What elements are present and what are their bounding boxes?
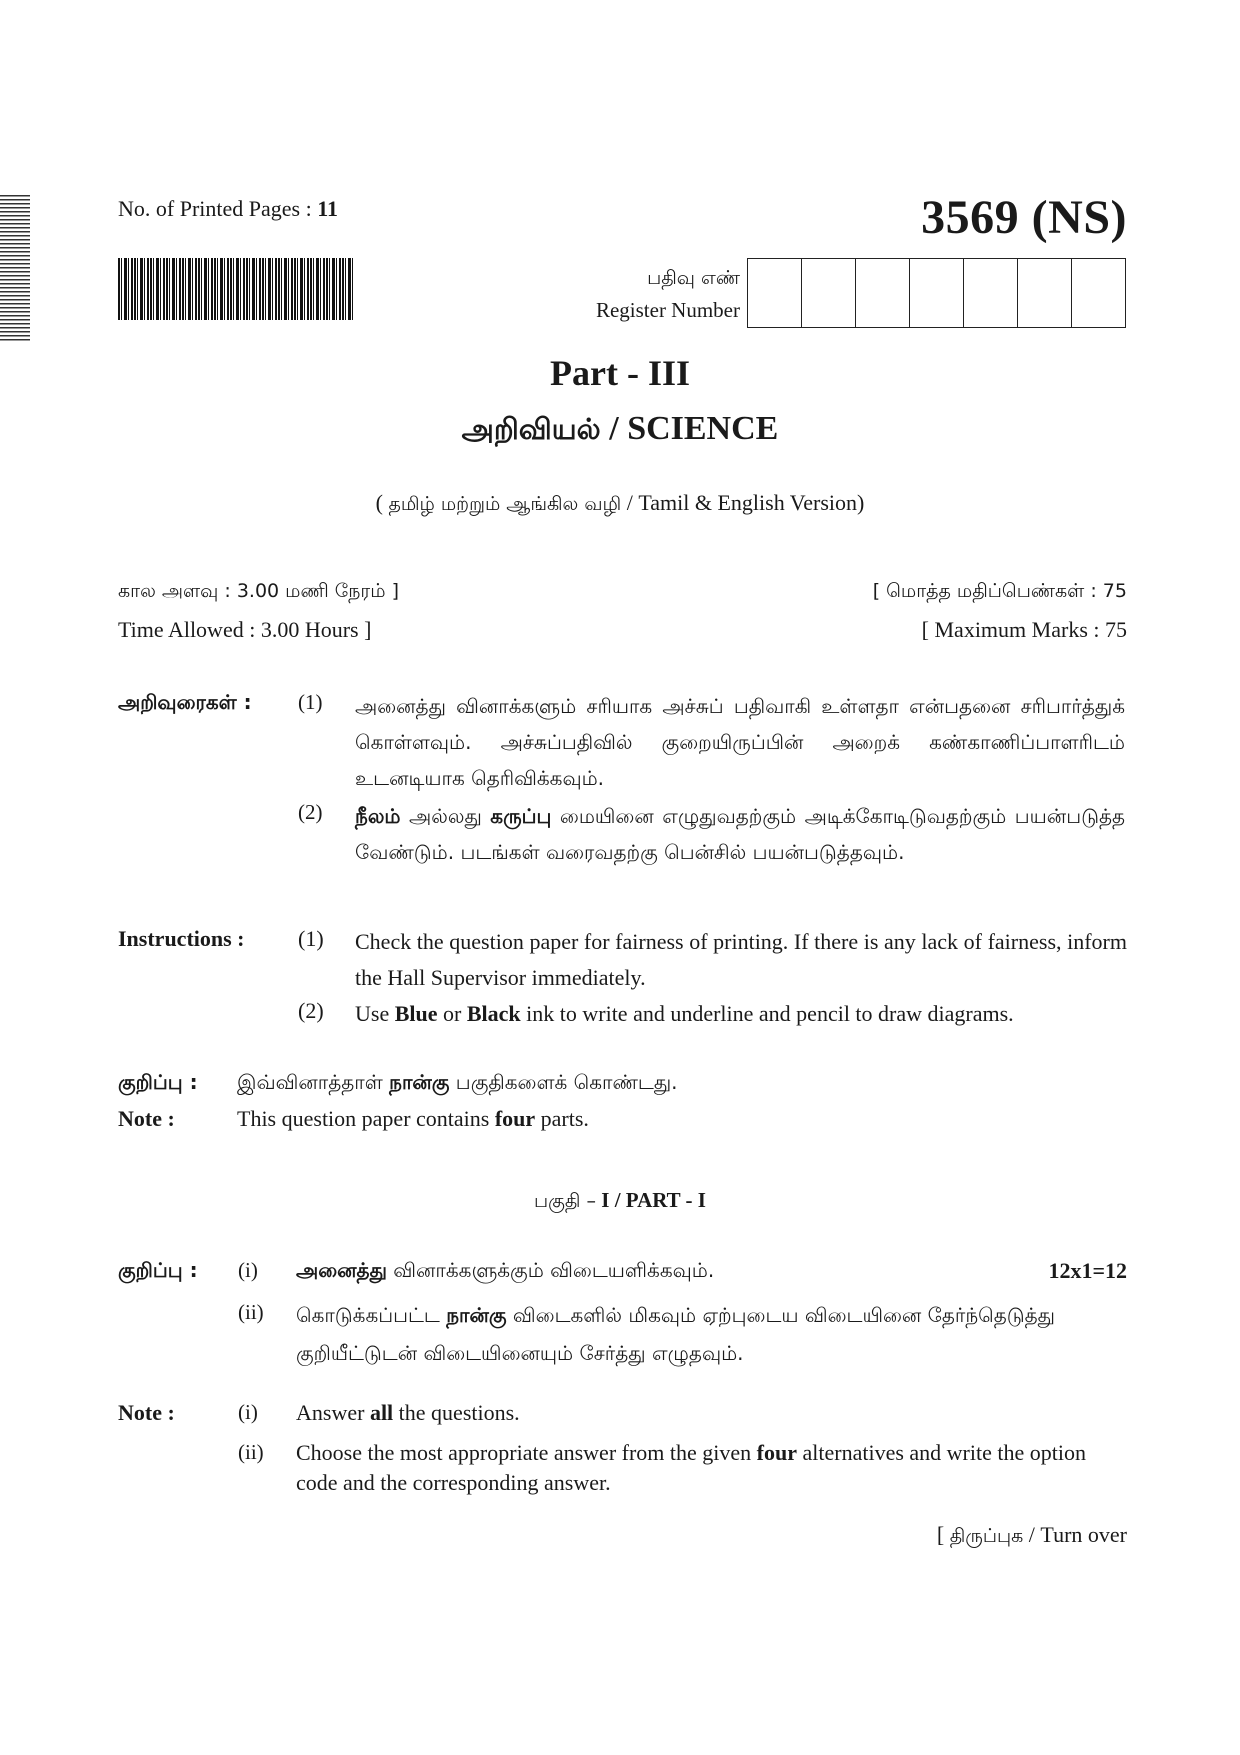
subject-en: SCIENCE (627, 410, 779, 447)
note-en-text (237, 1106, 589, 1132)
instruction-ta-2-text-a: அல்லது (400, 804, 491, 828)
part-1-en-i-bold: all (369, 1400, 394, 1425)
instruction-en-2-text-a: Use (355, 1001, 395, 1026)
instruction-en-1: Check the question paper for fairness of printing. If there is any lack of fairness, inform the Hall Supervisor immediately. (355, 929, 1127, 990)
note-en-bold: four (494, 1106, 536, 1131)
register-digit-box (910, 259, 964, 327)
part-1-note-en-label: Note : (118, 1400, 175, 1425)
part-1-en-note-ii (296, 1438, 1086, 1498)
part-1-en-number-ii: (ii) (238, 1440, 264, 1464)
part-1-ta-ii-text-a: கொடுக்கப்பட்ட (296, 1303, 447, 1327)
instruction-en-number-1: (1) (298, 926, 324, 951)
part-1-ta-number-i: (i) (238, 1258, 258, 1282)
max-marks-en: [ Maximum Marks : 75 (921, 617, 1127, 642)
instructions-en-label: Instructions : (118, 926, 245, 951)
time-allowed-en: Time Allowed : 3.00 Hours ] (118, 617, 372, 642)
paper-code: 3569 (NS) (921, 191, 1127, 244)
part-1-ta-note-ii (296, 1296, 1096, 1372)
instruction-ta-1: அனைத்து வினாக்களும் சரியாக அச்சுப் பதிவாகி உள்ளதா என்பதனை சரிபார்த்துக் கொள்ளவும். அச்சுப்பதிவில் குறையிருப்பின் அறைக் கண்காணிப்பாளரிடம் உடனடியாக தெரிவிக்கவும். (355, 694, 1125, 790)
part-1-heading-ta: பகுதி – (534, 1190, 597, 1212)
part-1-heading-en: I / PART - I (596, 1188, 706, 1212)
register-digit-box (802, 259, 856, 327)
instruction-en-2-text-c: ink to write and underline and pencil to draw diagrams. (520, 1001, 1014, 1026)
part-1-ta-ii-text-b: விடைகளில் மிகவும் ஏற்புடைய விடையினை தேர்ந்தெடுத்து குறியீட்டுடன் விடையினையும் சேர்த்து எழுதவும். (296, 1303, 1055, 1365)
part-1-en-note-i (296, 1400, 520, 1426)
instruction-en-2 (355, 996, 1135, 1032)
register-number-labels (520, 262, 740, 326)
part-1-ta-i-bold: அனைத்து (296, 1258, 387, 1282)
turn-over-open: [ (936, 1522, 950, 1547)
register-label-en: Register Number (595, 298, 740, 322)
part-title: Part - III (550, 353, 690, 393)
max-marks-ta: [ மொத்த மதிப்பெண்கள் : 75 (872, 580, 1127, 602)
instruction-ta-number-2: (2) (298, 800, 323, 824)
printed-pages (118, 196, 338, 222)
time-allowed-ta: கால அளவு : 3.00 மணி நேரம் ] (118, 580, 399, 602)
barcode (118, 258, 354, 320)
version-line (0, 490, 1240, 518)
subject-separator: / (600, 410, 628, 447)
instruction-en-number-2: (2) (298, 998, 324, 1023)
note-ta-bold: நான்கு (389, 1070, 450, 1094)
turn-over-note (937, 1522, 1127, 1550)
register-label-ta: பதிவு எண் (647, 267, 740, 289)
part-1-en-ii-bold: four (756, 1440, 797, 1465)
note-ta-text (237, 1070, 678, 1097)
part-1-en-i-text-a: Answer (296, 1400, 370, 1425)
note-ta-label: குறிப்பு : (118, 1070, 198, 1094)
instruction-ta-2 (355, 798, 1125, 870)
part-1-en-i-text-b: the questions. (393, 1400, 520, 1425)
register-digit-box (1072, 259, 1125, 327)
register-digit-box (748, 259, 802, 327)
register-digit-box (856, 259, 910, 327)
part-1-heading (0, 1188, 1240, 1215)
part-1-note-ta-label: குறிப்பு : (118, 1258, 198, 1282)
note-en-text-b: parts. (535, 1106, 589, 1131)
part-1-ta-ii-bold: நான்கு (446, 1303, 507, 1327)
register-digit-box (1018, 259, 1072, 327)
subject-title (0, 410, 1240, 450)
part-1-en-number-i: (i) (238, 1400, 258, 1424)
subject-ta: அறிவியல் (461, 412, 601, 446)
turn-over-en: / Turn over (1023, 1522, 1127, 1547)
part-1-en-ii-text-a: Choose the most appropriate answer from the given (296, 1440, 757, 1465)
printed-pages-value: 11 (317, 196, 338, 221)
instructions-ta-label: அறிவுரைகள் : (118, 690, 252, 714)
margin-edge-lines (0, 195, 30, 343)
printed-pages-label: No. of Printed Pages : (118, 196, 318, 221)
instruction-ta-2-text-b: மையினை எழுதுவதற்கும் அடிக்கோடிடுவதற்கும் பயன்படுத்த வேண்டும். படங்கள் வரைவதற்கு பென்சில் பயன்படுத்தவும். (355, 804, 1125, 864)
register-number-boxes (747, 258, 1126, 328)
instruction-ta-number-1: (1) (298, 690, 323, 714)
note-en-text-a: This question paper contains (237, 1106, 495, 1131)
version-en: / Tamil & English Version) (621, 490, 865, 515)
instruction-en-2-text-b: or (437, 1001, 467, 1026)
part-1-ta-i-text: வினாக்களுக்கும் விடையளிக்கவும். (386, 1258, 715, 1282)
part-1-ta-note-i (296, 1258, 714, 1285)
black-en: Black (466, 1001, 521, 1026)
register-digit-box (964, 259, 1018, 327)
version-open: ( (375, 490, 389, 515)
note-en-label: Note : (118, 1106, 175, 1131)
black-ta: கருப்பு (490, 804, 552, 828)
blue-ta: நீலம் (355, 804, 401, 828)
part-1-ta-number-ii: (ii) (238, 1300, 264, 1324)
part-1-en-ii-text-b: alternatives and write the option code and the corresponding answer. (296, 1440, 1086, 1495)
version-ta: தமிழ் மற்றும் ஆங்கில வழி (388, 493, 622, 515)
part-1-marks: 12x1=12 (1048, 1258, 1127, 1283)
note-ta-text-b: பகுதிகளைக் கொண்டது. (449, 1070, 678, 1094)
turn-over-ta: திருப்புக (949, 1525, 1024, 1547)
note-ta-text-a: இவ்வினாத்தாள் (237, 1070, 390, 1094)
blue-en: Blue (394, 1001, 438, 1026)
